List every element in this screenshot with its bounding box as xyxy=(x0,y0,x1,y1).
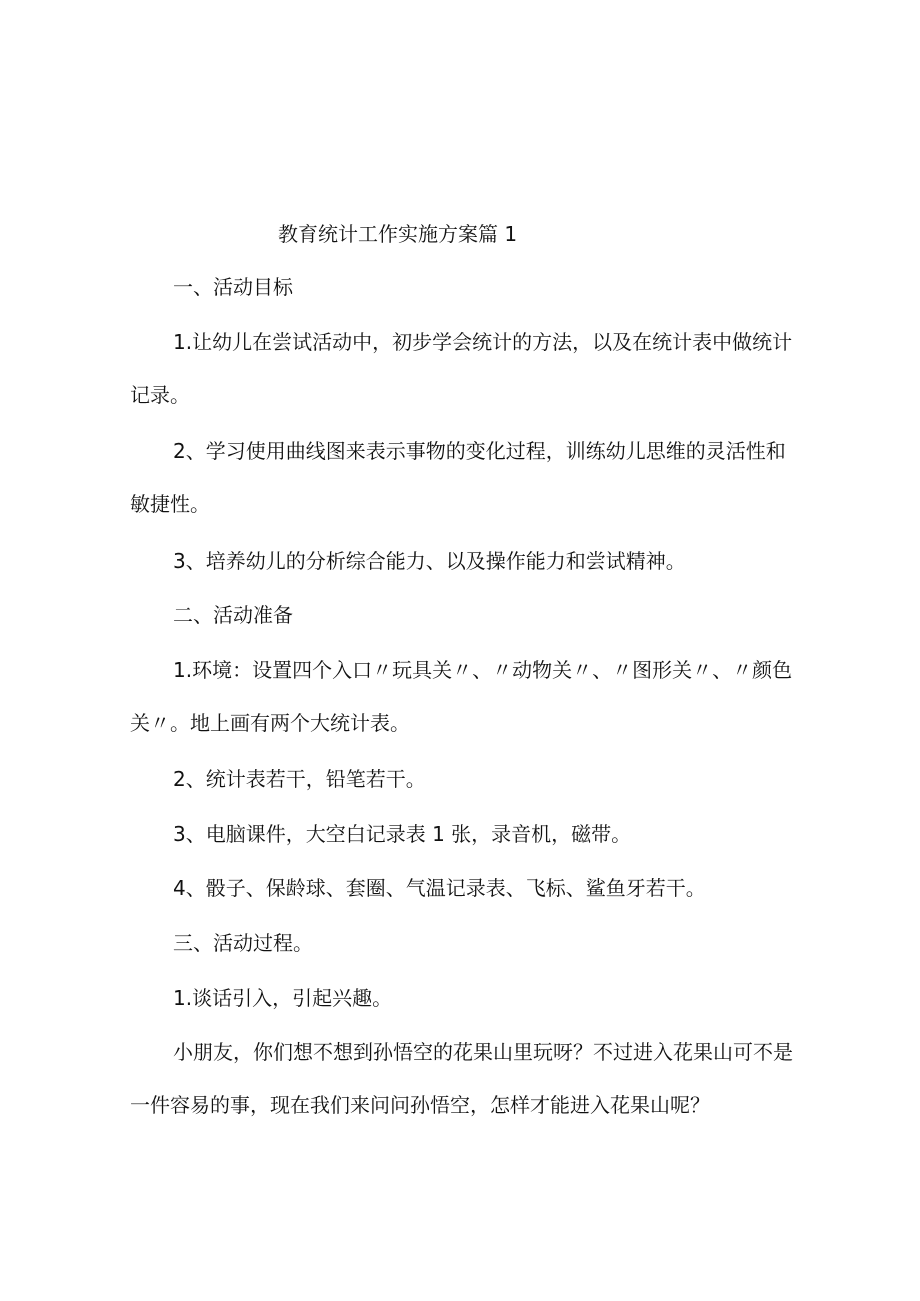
document-title: 教育统计工作实施方案篇 1 xyxy=(278,222,518,246)
preparation-item-2: 2、统计表若干，铅笔若干。 xyxy=(173,767,426,791)
preparation-item-1: 1.环境：设置四个入口〃玩具关〃、〃动物关〃、〃图形关〃、〃颜色关〃。地上画有两个大统计表。 xyxy=(130,658,793,735)
process-item-1: 1.谈话引入，引起兴趣。 xyxy=(173,986,393,1010)
dialogue-paragraph: 小朋友，你们想不想到孙悟空的花果山里玩呀？不过进入花果山可不是一件容易的事，现在我们来问问孙悟空，怎样才能进入花果山呢？ xyxy=(130,1040,793,1117)
preparation-item-4: 4、骰子、保龄球、套圈、气温记录表、飞标、鲨鱼牙若干。 xyxy=(173,876,706,900)
goal-item-1: 1.让幼儿在尝试活动中，初步学会统计的方法，以及在统计表中做统计记录。 xyxy=(130,330,793,407)
section-heading-process: 三、活动过程。 xyxy=(173,931,313,955)
section-heading-goals: 一、活动目标 xyxy=(173,275,293,299)
section-heading-preparation: 二、活动准备 xyxy=(173,603,293,627)
preparation-item-3: 3、电脑课件，大空白记录表 1 张，录音机，磁带。 xyxy=(173,822,632,846)
goal-item-2: 2、学习使用曲线图来表示事物的变化过程，训练幼儿思维的灵活性和敏捷性。 xyxy=(130,439,786,516)
goal-item-3: 3、培养幼儿的分析综合能力、以及操作能力和尝试精神。 xyxy=(173,549,686,573)
